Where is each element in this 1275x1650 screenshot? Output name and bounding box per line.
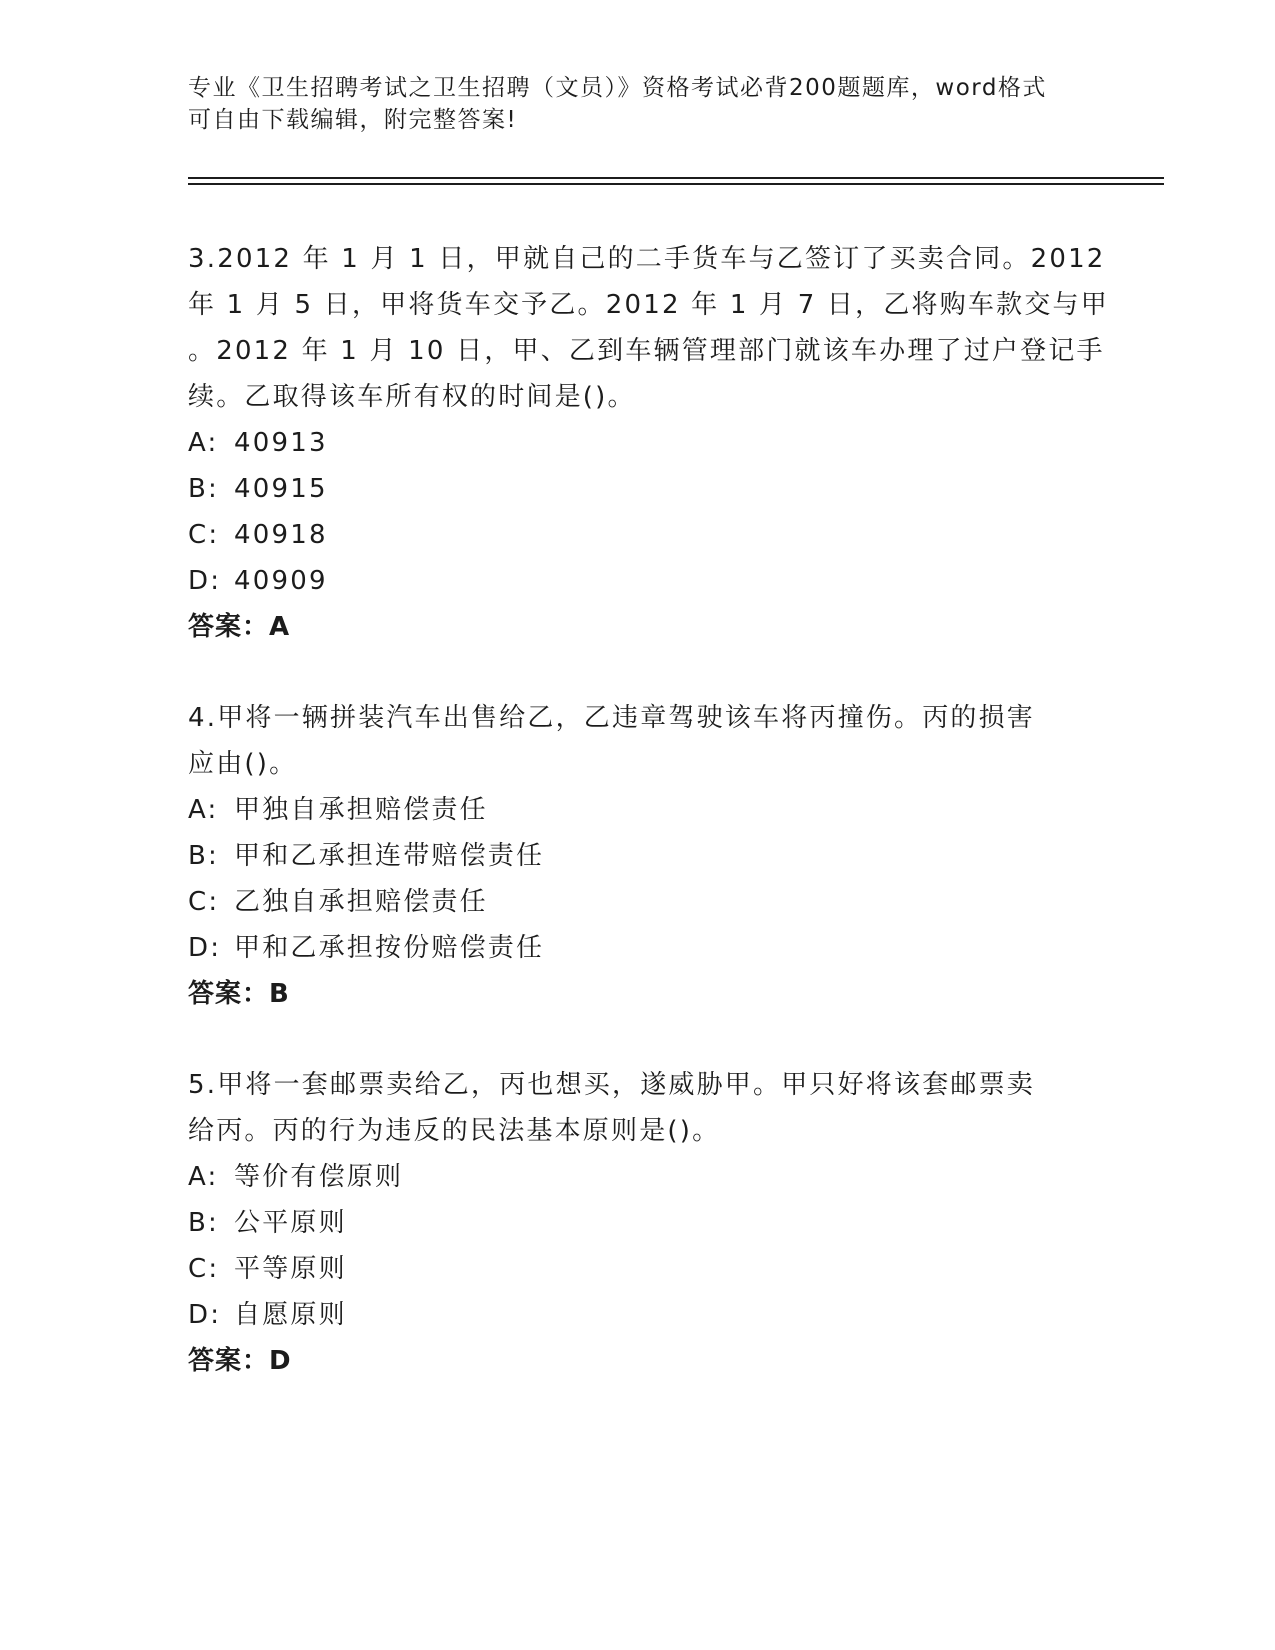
stem-line: 4.甲将一辆拼装汽车出售给乙，乙违章驾驶该车将丙撞伤。丙的损害 — [188, 703, 1036, 733]
question-4 — [188, 695, 1088, 1017]
option-a — [188, 787, 1088, 833]
option-text: 甲独自承担赔偿责任 — [234, 795, 488, 825]
stem-line: 给丙。丙的行为违反的民法基本原则是()。 — [188, 1116, 721, 1146]
option-list — [188, 420, 1088, 604]
option-text: 40913 — [234, 428, 328, 458]
option-letter: B: — [188, 1208, 219, 1238]
question-stem — [188, 1062, 1078, 1154]
option-letter: D: — [188, 1300, 222, 1330]
option-d — [188, 558, 1088, 604]
answer-line: 答案：B — [188, 979, 290, 1009]
option-text: 40915 — [234, 474, 328, 504]
stem-line: 5.甲将一套邮票卖给乙，丙也想买，遂威胁甲。甲只好将该套邮票卖 — [188, 1070, 1036, 1100]
option-text: 40918 — [234, 520, 328, 550]
option-letter: B: — [188, 474, 219, 504]
option-letter: A: — [188, 1162, 219, 1192]
answer-line: 答案：A — [188, 612, 291, 642]
option-a — [188, 420, 1088, 466]
option-b — [188, 833, 1088, 879]
option-text: 甲和乙承担按份赔偿责任 — [234, 933, 545, 963]
option-c — [188, 1246, 1088, 1292]
option-b — [188, 466, 1088, 512]
option-text: 等价有偿原则 — [234, 1162, 404, 1192]
option-d — [188, 1292, 1088, 1338]
option-d — [188, 925, 1088, 971]
header-subtitle-line: 可自由下载编辑，附完整答案! — [188, 107, 518, 133]
option-text: 自愿原则 — [234, 1300, 347, 1330]
option-letter: D: — [188, 566, 222, 596]
option-letter: D: — [188, 933, 222, 963]
header-divider-top — [188, 177, 1164, 179]
option-c — [188, 512, 1088, 558]
header-divider-bottom — [188, 183, 1164, 185]
option-list — [188, 1154, 1088, 1338]
stem-line: 3.2012 年 1 月 1 日，甲就自己的二手货车与乙签订了买卖合同。2012 — [188, 244, 1106, 274]
option-text: 乙独自承担赔偿责任 — [234, 887, 488, 917]
option-letter: C: — [188, 520, 220, 550]
option-c — [188, 879, 1088, 925]
answer-line: 答案：D — [188, 1346, 292, 1376]
option-letter: C: — [188, 887, 220, 917]
stem-line: 续。乙取得该车所有权的时间是()。 — [188, 382, 636, 412]
option-b — [188, 1200, 1088, 1246]
option-letter: C: — [188, 1254, 220, 1284]
stem-line: 年 1 月 5 日，甲将货车交予乙。2012 年 1 月 7 日，乙将购车款交与甲 — [188, 290, 1109, 320]
stem-line: 。2012 年 1 月 10 日，甲、乙到车辆管理部门就该车办理了过户登记手 — [188, 336, 1105, 366]
option-text: 40909 — [234, 566, 328, 596]
option-list — [188, 787, 1088, 971]
document-header — [188, 72, 1088, 136]
question-5 — [188, 1062, 1088, 1384]
question-3 — [188, 236, 1109, 650]
option-letter: A: — [188, 795, 219, 825]
option-a — [188, 1154, 1088, 1200]
option-letter: A: — [188, 428, 219, 458]
option-text: 平等原则 — [234, 1254, 347, 1284]
question-stem — [188, 236, 1109, 420]
option-letter: B: — [188, 841, 219, 871]
question-stem — [188, 695, 1078, 787]
header-title-line: 专业《卫生招聘考试之卫生招聘（文员）》资格考试必背200题题库，word格式 — [188, 75, 1047, 101]
option-text: 公平原则 — [234, 1208, 347, 1238]
stem-line: 应由()。 — [188, 749, 298, 779]
option-text: 甲和乙承担连带赔偿责任 — [234, 841, 545, 871]
